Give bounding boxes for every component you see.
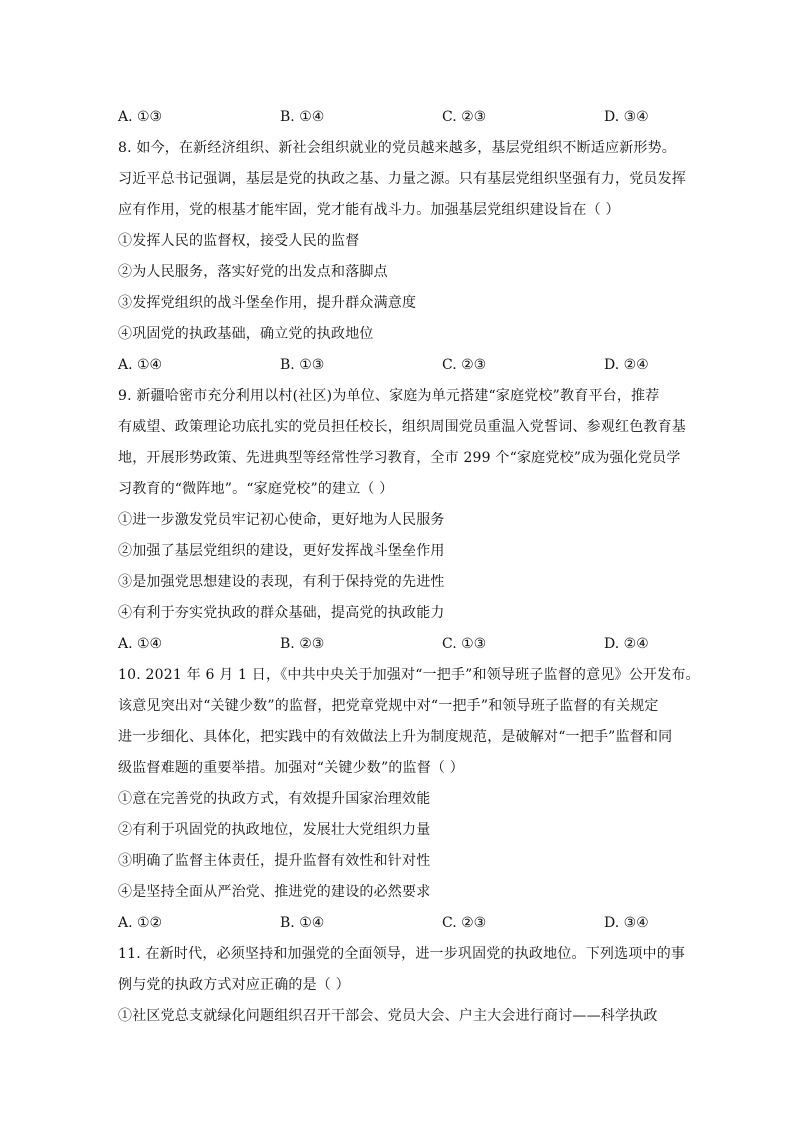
q10-option-d: D. ③④ bbox=[604, 915, 649, 931]
q8-options bbox=[118, 350, 678, 381]
q9-item-3: ③是加强党思想建设的表现，有利于保持党的先进性 bbox=[118, 574, 445, 590]
q11-item-1: ①社区党总支就绿化问题组织召开干部会、党员大会、户主大会进行商讨——科学执政 bbox=[118, 1008, 658, 1024]
q11-stem-line-1: 11. 在新时代，必须坚持和加强党的全面领导，进一步巩固党的执政地位。下列选项中的事 bbox=[118, 946, 686, 962]
q8-stem-line-2: 习近平总书记强调，基层是党的执政之基、力量之源。只有基层党组织坚强有力，党员发挥 bbox=[118, 171, 686, 187]
q8-item-4: ④巩固党的执政基础，确立党的执政地位 bbox=[118, 326, 374, 342]
q9-stem-line-3: 地，开展形势政策、先进典型等经常性学习教育，全市 299 个“家庭党校”成为强化党员学 bbox=[118, 450, 681, 466]
q9-stem-line-4: 习教育的“微阵地”。“家庭党校”的建立（ ） bbox=[118, 481, 394, 497]
q8-option-a: A. ①④ bbox=[118, 357, 163, 373]
q8-option-d: D. ②④ bbox=[604, 357, 649, 373]
question-8 bbox=[118, 133, 686, 381]
q10-item-2: ②有利于巩固党的执政地位，发展壮大党组织力量 bbox=[118, 822, 431, 838]
q8-item-2: ②为人民服务，落实好党的出发点和落脚点 bbox=[118, 264, 388, 280]
q10-item-3: ③明确了监督主体责任，提升监督有效性和针对性 bbox=[118, 853, 431, 869]
q8-item-1: ①发挥人民的监督权，接受人民的监督 bbox=[118, 233, 360, 249]
q9-item-1: ①进一步激发党员牢记初心使命，更好地为人民服务 bbox=[118, 512, 445, 528]
q7-option-b: B. ①④ bbox=[280, 109, 325, 125]
q9-item-4: ④有利于夯实党执政的群众基础，提高党的执政能力 bbox=[118, 605, 445, 621]
q10-option-a: A. ①② bbox=[118, 915, 163, 931]
q7-option-d: D. ③④ bbox=[604, 109, 649, 125]
q10-stem-line-1: 10. 2021 年 6 月 1 日，《中共中央关于加强对“一把手”和领导班子监督的意见》公开发布。 bbox=[118, 667, 700, 683]
q10-options bbox=[118, 908, 678, 939]
q9-options bbox=[118, 629, 678, 660]
question-11 bbox=[118, 939, 686, 1032]
q8-option-c: C. ②③ bbox=[442, 357, 487, 373]
question-10 bbox=[118, 660, 700, 939]
q9-option-c: C. ①③ bbox=[442, 636, 487, 652]
q10-option-b: B. ①④ bbox=[280, 915, 325, 931]
q10-option-c: C. ②③ bbox=[442, 915, 487, 931]
q9-stem-line-2: 有威望、政策理论功底扎实的党员担任校长，组织周围党员重温入党誓词、参观红色教育基 bbox=[118, 419, 686, 435]
q10-stem-line-3: 进一步细化、具体化，把实践中的有效做法上升为制度规范，是破解对“一把手”监督和同 bbox=[118, 729, 673, 745]
q7-option-a: A. ①③ bbox=[118, 109, 163, 125]
q8-item-3: ③发挥党组织的战斗堡垒作用，提升群众满意度 bbox=[118, 295, 417, 311]
exam-page bbox=[118, 102, 700, 1032]
q10-item-1: ①意在完善党的执政方式，有效提升国家治理效能 bbox=[118, 791, 431, 807]
q7-option-c: C. ②③ bbox=[442, 109, 487, 125]
q11-stem-line-2: 例与党的执政方式对应正确的是（ ） bbox=[118, 977, 350, 993]
q7-options bbox=[118, 102, 678, 133]
q8-stem-line-1: 8. 如今，在新经济组织、新社会组织就业的党员越来越多，基层党组织不断适应新形势。 bbox=[118, 140, 677, 156]
question-9 bbox=[118, 381, 686, 660]
q10-stem-line-4: 级监督难题的重要举措。加强对“关键少数”的监督（ ） bbox=[118, 760, 464, 776]
q9-stem-line-1: 9. 新疆哈密市充分利用以村(社区)为单位、家庭为单元搭建“家庭党校”教育平台，推荐 bbox=[118, 388, 660, 404]
q9-option-b: B. ②③ bbox=[280, 636, 325, 652]
q9-option-a: A. ①④ bbox=[118, 636, 163, 652]
q8-stem-line-3: 应有作用，党的根基才能牢固，党才能有战斗力。加强基层党组织建设旨在（ ） bbox=[118, 202, 620, 218]
q10-stem-line-2: 该意见突出对“关键少数”的监督，把党章党规中对“一把手”和领导班子监督的有关规定 bbox=[118, 698, 659, 714]
q9-item-2: ②加强了基层党组织的建设，更好发挥战斗堡垒作用 bbox=[118, 543, 445, 559]
q10-item-4: ④是坚持全面从严治党、推进党的建设的必然要求 bbox=[118, 884, 431, 900]
q8-option-b: B. ①③ bbox=[280, 357, 325, 373]
q9-option-d: D. ②④ bbox=[604, 636, 649, 652]
